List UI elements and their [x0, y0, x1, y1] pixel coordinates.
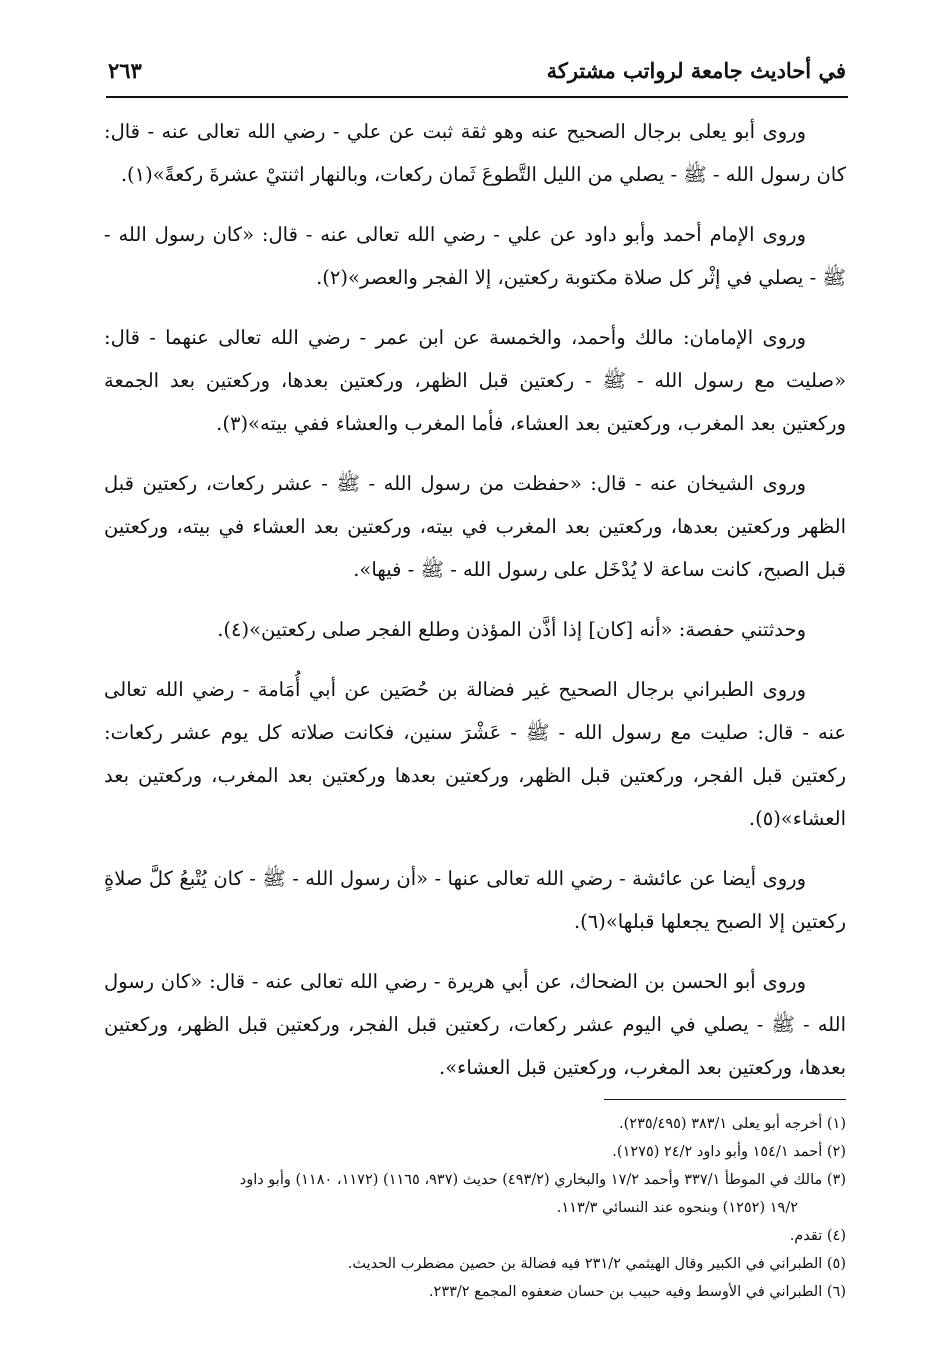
footnote: (٢) أحمد ١٥٤/١ وأبو داود ٢٤/٢ (١٢٧٥). — [612, 1144, 846, 1160]
paragraph: وروى الإمام أحمد وأبو داود عن علي - رضي الله تعالى عنه - قال: «كان رسول الله - ﷺ - يصلي في إثْر كل صلاة مكتوبة ركعتين، إلا الفجر والعصر»(٢). — [104, 223, 846, 289]
footnote-continuation: ١٩/٢ (١٢٥٢) وبنحوه عند النسائي ١١٣/٣. — [556, 1200, 798, 1216]
header-rule — [106, 96, 848, 98]
running-title: في أحاديث جامعة لرواتب مشتركة — [546, 58, 846, 83]
footnote: (٥) الطبراني في الكبير وقال الهيثمي ٢٣١/٢ فيه فضالة بن حصين مضطرب الحديث. — [347, 1256, 846, 1272]
body-text — [104, 110, 846, 1106]
footnote: (٣) مالك في الموطأ ٣٣٧/١ وأحمد ١٧/٢ والبخاري (٤٩٣/٢) حديث (٩٣٧، ١١٦٥) (١١٧٢، ١١٨٠) وأبو داود — [239, 1172, 846, 1188]
paragraph: وروى أبو يعلى برجال الصحيح عنه وهو ثقة ثبت عن علي - رضي الله تعالى عنه - قال: كان رسول الله - ﷺ - يصلي من الليل التَّطوعَ ثَمان ركعات، وبالنهار اثنتيْ عشرةَ ركعةً»(١). — [104, 120, 846, 186]
running-header — [108, 52, 846, 92]
paragraph: وروى الإمامان: مالك وأحمد، والخمسة عن ابن عمر - رضي الله تعالى عنهما - قال: «صليت مع رسول الله - ﷺ - ركعتين قبل الظهر، وركعتين بعدها، وركعتين بعد الجمعة وركعتين بعد المغرب، وركعتين بعد العشاء، فأما المغرب والعشاء ففي بيته»(٣). — [104, 326, 846, 435]
footnote: (١) أخرجه أبو يعلى ٣٨٣/١ (٢٣٥/٤٩٥). — [619, 1116, 846, 1132]
footnote: (٦) الطبراني في الأوسط وفيه حبيب بن حسان ضعفوه المجمع ٢٣٣/٢. — [428, 1284, 846, 1300]
footnote: (٤) تقدم. — [789, 1228, 846, 1244]
page-number: ٢٦٣ — [108, 58, 142, 83]
paragraph: وروى الطبراني برجال الصحيح غير فضالة بن حُصَين عن أبي أُمَامة - رضي الله تعالى عنه - قال: صليت مع رسول الله - ﷺ - عَشْرَ سنين، فكانت صلاته كل يوم عشر ركعات: ركعتين قبل الفجر، وركعتين قبل الظهر، وركعتين بعدها وركعتين بعد المغرب، وركعتين بعد العشاء»(٥). — [104, 678, 846, 830]
paragraph: وروى الشيخان عنه - قال: «حفظت من رسول الله - ﷺ - عشر ركعات، ركعتين قبل الظهر وركعتين بعدها، وركعتين بعد المغرب في بيته، وركعتين بعد العشاء في بيته، وركعتين قبل الصبح، كانت ساعة لا يُدْخَل على رسول الله - ﷺ - فيها». — [104, 472, 846, 581]
footnotes — [104, 1110, 850, 1306]
paragraph: وروى أبو الحسن بن الضحاك، عن أبي هريرة - رضي الله تعالى عنه - قال: «كان رسول الله - ﷺ - يصلي في اليوم عشر ركعات، ركعتين قبل الفجر، وركعتين قبل الظهر، وركعتين بعدها، وركعتين بعد المغرب، وركعتين قبل العشاء». — [104, 970, 846, 1079]
footnote-rule — [604, 1099, 846, 1100]
paragraph: وروى أيضا عن عائشة - رضي الله تعالى عنها - «أن رسول الله - ﷺ - كان يُتْبعُ كلَّ صلاةٍ ركعتين إلا الصبح يجعلها قبلها»(٦). — [104, 867, 846, 933]
paragraph: وحدثتني حفصة: «أنه [كان] إذا أذَّن المؤذن وطلع الفجر صلى ركعتين»(٤). — [217, 618, 806, 641]
